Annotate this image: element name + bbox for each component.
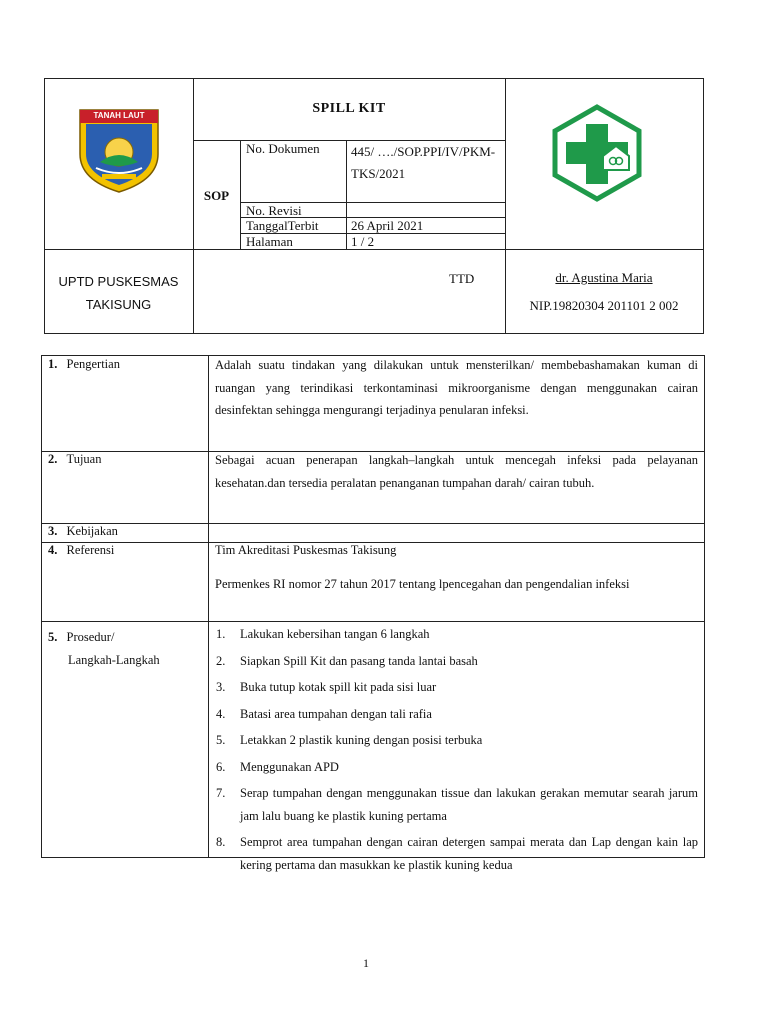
section-label: Tujuan [66, 452, 102, 466]
procedure-step: 3. Buka tutup kotak spill kit pada sisi luar [216, 680, 437, 694]
section-pengertian-header [48, 357, 120, 372]
section-referensi-content-1: Tim Akreditasi Puskesmas Takisung [215, 543, 397, 557]
section-label: Prosedur/ [66, 630, 115, 644]
procedure-steps [210, 623, 698, 880]
org-name-line1: UPTD PUSKESMAS [58, 274, 179, 289]
section-tujuan-header [48, 452, 101, 467]
document-title: SPILL KIT [312, 101, 386, 116]
signature-label: TTD [449, 271, 475, 286]
page-value: 1 / 2 [351, 234, 375, 249]
section-kebijakan-header [48, 524, 118, 539]
sop-label: SOP [203, 188, 230, 203]
revision-label: No. Revisi [246, 203, 302, 218]
section-pengertian-content: Adalah suatu tindakan yang dilakukan untuk mensterilkan/ membebashamakan kuman di ruangan yang terindikasi terkontaminasi mikroorganisme dengan menggunakan cairan desinfektan sehingga mengurangi terjadinya penularan infeksi. [215, 358, 698, 417]
procedure-step: 4. Batasi area tumpahan dengan tali rafia [216, 706, 432, 721]
section-referensi-header [48, 543, 114, 558]
puskesmas-logo [548, 104, 646, 202]
section-number: 5. [48, 630, 58, 644]
page-number: 1 [363, 956, 369, 970]
procedure-step: 8. Semprot area tumpahan dengan cairan detergen sampai merata dan Lap dengan kain lap kering pertama dan masukkan ke plastik kuning kedua [216, 835, 698, 872]
procedure-step: 2. Siapkan Spill Kit dan pasang tanda lantai basah [216, 653, 478, 668]
signer-nip: NIP.19820304 201101 2 002 [529, 298, 679, 313]
section-referensi-content-2: Permenkes RI nomor 27 tahun 2017 tentang lpencegahan dan pengendalian infeksi [215, 577, 630, 591]
org-name-line2: TAKISUNG [85, 297, 152, 312]
procedure-step: 5. Letakkan 2 plastik kuning dengan posisi terbuka [216, 733, 483, 747]
procedure-step: 6. Menggunakan APD [216, 759, 339, 774]
section-number: 3. [48, 524, 58, 538]
page-label: Halaman [246, 234, 293, 249]
signer-name: dr. Agustina Maria [555, 270, 653, 285]
section-label: Kebijakan [66, 524, 118, 538]
logo-banner-text: TANAH LAUT [93, 111, 145, 120]
section-number: 4. [48, 543, 58, 557]
procedure-step: 1. Lakukan kebersihan tangan 6 langkah [216, 627, 430, 641]
section-label: Referensi [66, 543, 115, 557]
section-number: 2. [48, 452, 58, 466]
doc-number-label: No. Dokumen [246, 141, 320, 156]
issue-date-label: TanggalTerbit [246, 218, 319, 233]
section-number: 1. [48, 357, 58, 371]
procedure-step: 7. Serap tumpahan dengan menggunakan tissue dan lakukan gerakan memutar searah jarum jam lalu buang ke plastik kuning pertama [216, 786, 698, 823]
section-tujuan-content: Sebagai acuan penerapan langkah–langkah untuk mencegah infeksi pada pelayanan kesehatan.dan tersedia peralatan penanganan tumpahan darah/ cairan tubuh. [215, 453, 698, 490]
issue-date-value: 26 April 2021 [351, 218, 424, 233]
tanah-laut-logo [78, 108, 160, 194]
section-label-line2: Langkah-Langkah [68, 653, 160, 667]
section-prosedur-header [48, 626, 160, 672]
section-label: Pengertian [66, 357, 120, 371]
org-name [44, 270, 193, 316]
doc-number-value: 445/ …./SOP.PPI/IV/PKM-TKS/2021 [351, 144, 496, 181]
